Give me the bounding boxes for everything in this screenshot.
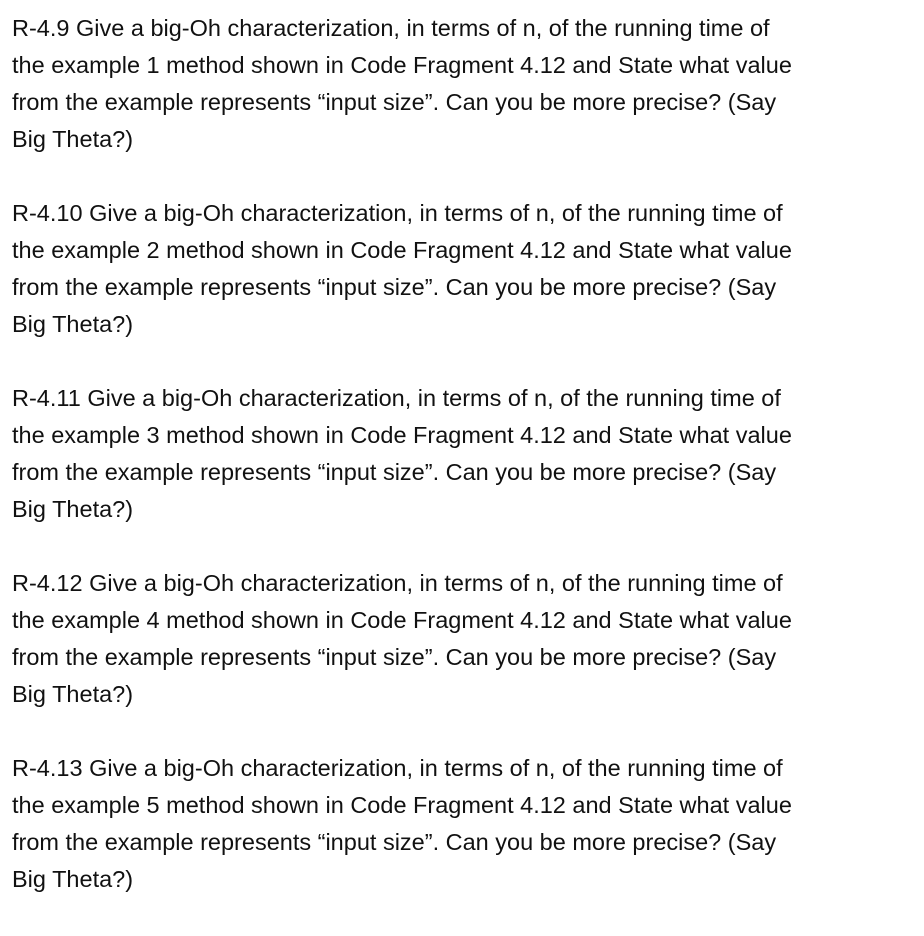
exercise-line: the example 4 method shown in Code Fragment 4.12 and State what value	[12, 607, 792, 633]
exercise-line: the example 2 method shown in Code Fragment 4.12 and State what value	[12, 237, 792, 263]
exercise-r-4-11	[12, 380, 892, 528]
exercise-line: Big Theta?)	[12, 126, 134, 152]
document-body	[12, 10, 892, 898]
exercise-r-4-9	[12, 10, 892, 158]
exercise-line: R-4.11 Give a big-Oh characterization, in terms of n, of the running time of	[12, 385, 781, 411]
exercise-line: the example 5 method shown in Code Fragment 4.12 and State what value	[12, 792, 792, 818]
exercise-line: R-4.10 Give a big-Oh characterization, in terms of n, of the running time of	[12, 200, 783, 226]
exercise-line: from the example represents “input size”. Can you be more precise? (Say	[12, 829, 777, 855]
exercise-line: Big Theta?)	[12, 311, 134, 337]
exercise-line: Big Theta?)	[12, 681, 134, 707]
exercise-line: the example 1 method shown in Code Fragment 4.12 and State what value	[12, 52, 792, 78]
exercise-r-4-12	[12, 565, 892, 713]
exercise-line: R-4.13 Give a big-Oh characterization, in terms of n, of the running time of	[12, 755, 783, 781]
exercise-line: the example 3 method shown in Code Fragment 4.12 and State what value	[12, 422, 792, 448]
exercise-line: from the example represents “input size”. Can you be more precise? (Say	[12, 89, 777, 115]
exercise-line: from the example represents “input size”. Can you be more precise? (Say	[12, 644, 777, 670]
exercise-line: from the example represents “input size”. Can you be more precise? (Say	[12, 274, 777, 300]
exercise-line: Big Theta?)	[12, 496, 134, 522]
exercise-r-4-13	[12, 750, 892, 898]
exercise-line: R-4.9 Give a big-Oh characterization, in terms of n, of the running time of	[12, 15, 770, 41]
exercise-line: from the example represents “input size”. Can you be more precise? (Say	[12, 459, 777, 485]
exercise-line: R-4.12 Give a big-Oh characterization, in terms of n, of the running time of	[12, 570, 783, 596]
exercise-r-4-10	[12, 195, 892, 343]
exercise-line: Big Theta?)	[12, 866, 134, 892]
